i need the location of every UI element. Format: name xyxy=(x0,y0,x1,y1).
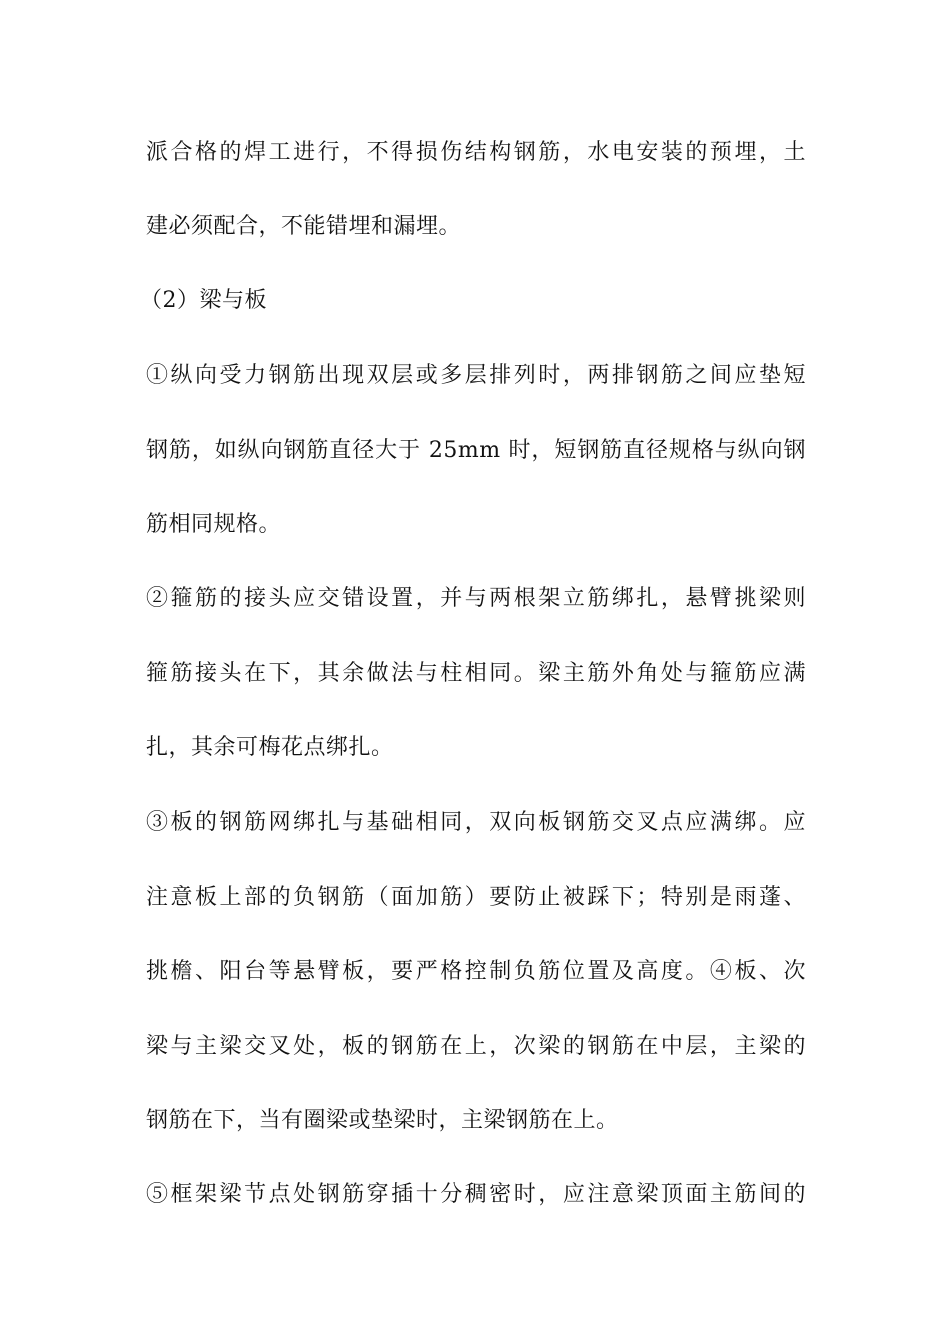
text-line-9: 扎，其余可梅花点绑扎。 xyxy=(146,735,394,760)
text-line-5: 钢筋，如纵向钢筋直径大于 25mm 时，短钢筋直径规格与纵向钢 xyxy=(146,438,806,463)
text-line-12: 挑檐、阳台等悬臂板，要严格控制负筋位置及高度。④板、次 xyxy=(146,959,806,984)
text-line-4: ①纵向受力钢筋出现双层或多层排列时，两排钢筋之间应垫短 xyxy=(146,363,806,388)
text-line-2: 建必须配合，不能错埋和漏埋。 xyxy=(146,214,462,239)
section-heading: （2）梁与板 xyxy=(140,288,267,313)
text-line-13: 梁与主梁交叉处，板的钢筋在上，次梁的钢筋在中层，主梁的 xyxy=(146,1034,806,1059)
text-line-1: 派合格的焊工进行，不得损伤结构钢筋，水电安装的预埋，土 xyxy=(146,140,806,165)
text-line-7: ②箍筋的接头应交错设置，并与两根架立筋绑扎，悬臂挑梁则 xyxy=(146,586,806,611)
text-line-6: 筋相同规格。 xyxy=(146,512,282,537)
text-line-11: 注意板上部的负钢筋（面加筋）要防止被踩下；特别是雨蓬、 xyxy=(146,885,806,910)
text-line-8: 箍筋接头在下，其余做法与柱相同。梁主筋外角处与箍筋应满 xyxy=(146,661,806,686)
text-line-14: 钢筋在下，当有圈梁或垫梁时，主梁钢筋在上。 xyxy=(146,1108,619,1133)
text-line-10: ③板的钢筋网绑扎与基础相同，双向板钢筋交叉点应满绑。应 xyxy=(146,810,806,835)
text-line-15: ⑤框架梁节点处钢筋穿插十分稠密时，应注意梁顶面主筋间的 xyxy=(146,1182,806,1207)
